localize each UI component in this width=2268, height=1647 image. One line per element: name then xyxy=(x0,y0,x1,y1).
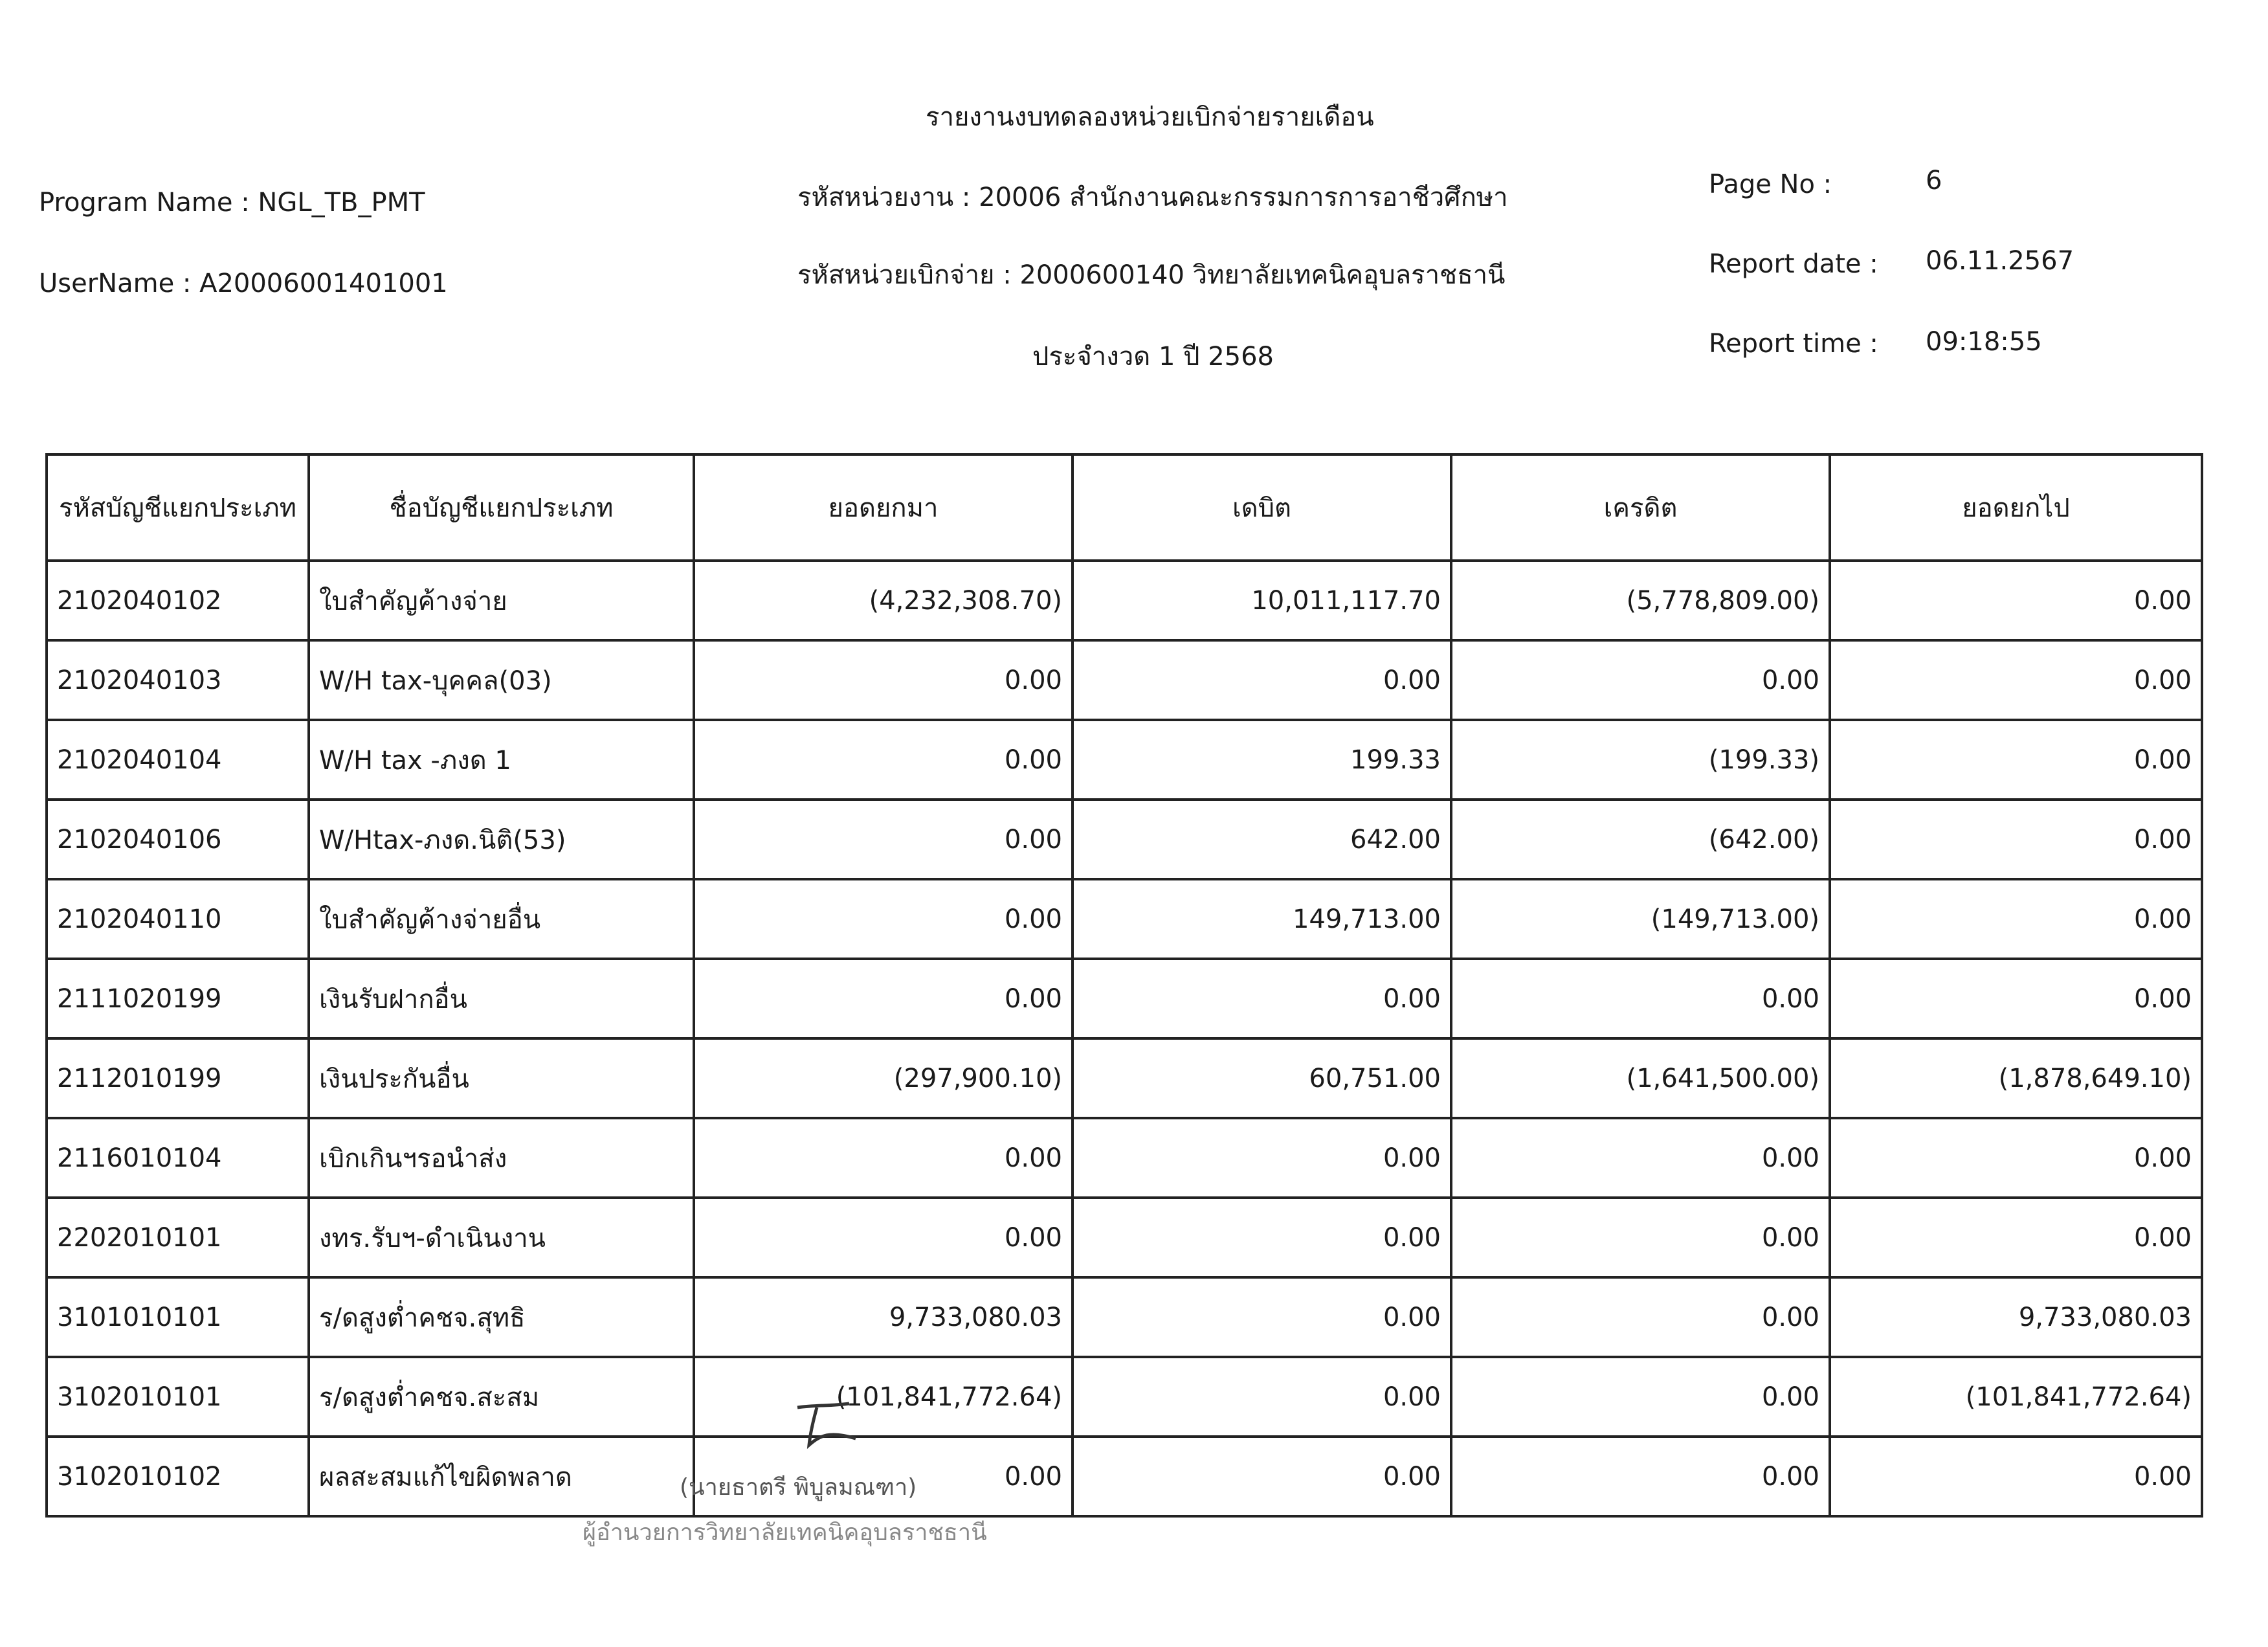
user-name: UserName : A20006001401001 xyxy=(39,269,448,298)
cell-opening-balance: 0.00 xyxy=(694,1198,1073,1277)
signature-initial xyxy=(791,1400,862,1462)
cell-account-code: 2102040110 xyxy=(47,879,309,959)
report-date-label: Report date : xyxy=(1709,249,1878,279)
cell-account-name: ผลสะสมแก้ไขผิดพลาด xyxy=(309,1437,694,1516)
report-time-value: 09:18:55 xyxy=(1926,327,2042,357)
disbursing-unit-line: รหัสหน่วยเบิกจ่าย : 2000600140 วิทยาลัยเทคนิคอุบลราชธานี xyxy=(797,260,1506,290)
agency-line: รหัสหน่วยงาน : 20006 สำนักงานคณะกรรมการการอาชีวศึกษา xyxy=(797,183,1508,212)
cell-debit: 0.00 xyxy=(1073,1437,1451,1516)
table-row xyxy=(47,800,2202,879)
cell-account-code: 3101010101 xyxy=(47,1277,309,1357)
cell-credit: (149,713.00) xyxy=(1451,879,1830,959)
cell-debit: 60,751.00 xyxy=(1073,1038,1451,1118)
cell-opening-balance: 0.00 xyxy=(694,640,1073,720)
cell-debit: 0.00 xyxy=(1073,1357,1451,1437)
cell-account-name: ร/ดสูงต่ำคชจ.สุทธิ xyxy=(309,1277,694,1357)
table-row xyxy=(47,720,2202,800)
cell-debit: 642.00 xyxy=(1073,800,1451,879)
cell-debit: 0.00 xyxy=(1073,640,1451,720)
signer-name: (นายธาตรี พิบูลมณฑา) xyxy=(680,1474,917,1501)
cell-debit: 0.00 xyxy=(1073,1198,1451,1277)
cell-credit: (642.00) xyxy=(1451,800,1830,879)
cell-account-name: ใบสำคัญค้างจ่ายอื่น xyxy=(309,879,694,959)
cell-opening-balance: (101,841,772.64) xyxy=(694,1357,1073,1437)
cell-credit: 0.00 xyxy=(1451,1277,1830,1357)
cell-closing-balance: 0.00 xyxy=(1830,879,2202,959)
cell-opening-balance: 9,733,080.03 xyxy=(694,1277,1073,1357)
cell-account-code: 2116010104 xyxy=(47,1118,309,1198)
cell-closing-balance: 0.00 xyxy=(1830,720,2202,800)
cell-credit: 0.00 xyxy=(1451,1118,1830,1198)
cell-account-name: W/H tax -ภงด 1 xyxy=(309,720,694,800)
header-closing-balance: ยอดยกไป xyxy=(1830,454,2202,561)
program-name: Program Name : NGL_TB_PMT xyxy=(39,188,425,218)
cell-debit: 149,713.00 xyxy=(1073,879,1451,959)
cell-closing-balance: (101,841,772.64) xyxy=(1830,1357,2202,1437)
table-row xyxy=(47,1437,2202,1516)
cell-closing-balance: 0.00 xyxy=(1830,640,2202,720)
cell-opening-balance: 0.00 xyxy=(694,800,1073,879)
cell-credit: 0.00 xyxy=(1451,1198,1830,1277)
table-header-row xyxy=(47,454,2202,561)
report-title: รายงานงบทดลองหน่วยเบิกจ่ายรายเดือน xyxy=(926,102,1374,132)
cell-opening-balance: 0.00 xyxy=(694,720,1073,800)
header-opening-balance: ยอดยกมา xyxy=(694,454,1073,561)
cell-closing-balance: 0.00 xyxy=(1830,959,2202,1038)
table-row xyxy=(47,959,2202,1038)
report-time-label: Report time : xyxy=(1709,329,1878,359)
cell-debit: 10,011,117.70 xyxy=(1073,561,1451,640)
cell-opening-balance: 0.00 xyxy=(694,879,1073,959)
table-body xyxy=(47,561,2202,1516)
table-row xyxy=(47,561,2202,640)
table-row xyxy=(47,1198,2202,1277)
cell-account-code: 2111020199 xyxy=(47,959,309,1038)
header-account-code: รหัสบัญชีแยกประเภท xyxy=(47,454,309,561)
table-row xyxy=(47,879,2202,959)
page-no-value: 6 xyxy=(1926,166,1942,196)
cell-closing-balance: (1,878,649.10) xyxy=(1830,1038,2202,1118)
cell-account-code: 2112010199 xyxy=(47,1038,309,1118)
cell-debit: 0.00 xyxy=(1073,959,1451,1038)
cell-opening-balance: (4,232,308.70) xyxy=(694,561,1073,640)
report-date-value: 06.11.2567 xyxy=(1926,246,2074,276)
cell-closing-balance: 0.00 xyxy=(1830,561,2202,640)
cell-closing-balance: 0.00 xyxy=(1830,1118,2202,1198)
cell-closing-balance: 0.00 xyxy=(1830,1437,2202,1516)
cell-opening-balance: (297,900.10) xyxy=(694,1038,1073,1118)
cell-account-code: 2102040106 xyxy=(47,800,309,879)
cell-opening-balance: 0.00 xyxy=(694,1118,1073,1198)
cell-account-code: 2202010101 xyxy=(47,1198,309,1277)
cell-credit: 0.00 xyxy=(1451,1357,1830,1437)
header-debit: เดบิต xyxy=(1073,454,1451,561)
cell-credit: (1,641,500.00) xyxy=(1451,1038,1830,1118)
cell-closing-balance: 0.00 xyxy=(1830,800,2202,879)
cell-account-name: เบิกเกินฯรอนำส่ง xyxy=(309,1118,694,1198)
cell-account-name: ร/ดสูงต่ำคชจ.สะสม xyxy=(309,1357,694,1437)
cell-account-code: 2102040102 xyxy=(47,561,309,640)
cell-credit: 0.00 xyxy=(1451,640,1830,720)
handwritten-initial-mark xyxy=(791,1400,862,1451)
cell-account-code: 2102040104 xyxy=(47,720,309,800)
header-credit: เครดิต xyxy=(1451,454,1830,561)
cell-account-name: เงินประกันอื่น xyxy=(309,1038,694,1118)
signer-title: ผู้อำนวยการวิทยาลัยเทคนิคอุบลราชธานี xyxy=(583,1519,987,1546)
cell-account-name: W/Htax-ภงด.นิติ(53) xyxy=(309,800,694,879)
cell-account-name: เงินรับฝากอื่น xyxy=(309,959,694,1038)
cell-closing-balance: 0.00 xyxy=(1830,1198,2202,1277)
cell-closing-balance: 9,733,080.03 xyxy=(1830,1277,2202,1357)
cell-account-code: 2102040103 xyxy=(47,640,309,720)
cell-credit: 0.00 xyxy=(1451,1437,1830,1516)
cell-opening-balance: 0.00 xyxy=(694,959,1073,1038)
table-row xyxy=(47,1277,2202,1357)
cell-account-name: งทร.รับฯ-ดำเนินงาน xyxy=(309,1198,694,1277)
table-row xyxy=(47,640,2202,720)
cell-debit: 0.00 xyxy=(1073,1277,1451,1357)
cell-account-code: 3102010102 xyxy=(47,1437,309,1516)
header-account-name: ชื่อบัญชีแยกประเภท xyxy=(309,454,694,561)
cell-credit: (5,778,809.00) xyxy=(1451,561,1830,640)
cell-opening-balance: 0.00 xyxy=(694,1437,1073,1516)
table-row xyxy=(47,1118,2202,1198)
table-row xyxy=(47,1038,2202,1118)
cell-credit: (199.33) xyxy=(1451,720,1830,800)
cell-account-code: 3102010101 xyxy=(47,1357,309,1437)
cell-account-name: ใบสำคัญค้างจ่าย xyxy=(309,561,694,640)
cell-credit: 0.00 xyxy=(1451,959,1830,1038)
period-line: ประจำงวด 1 ปี 2568 xyxy=(1032,342,1274,372)
cell-debit: 199.33 xyxy=(1073,720,1451,800)
page-no-label: Page No : xyxy=(1709,170,1832,199)
cell-account-name: W/H tax-บุคคล(03) xyxy=(309,640,694,720)
table-row xyxy=(47,1357,2202,1437)
cell-debit: 0.00 xyxy=(1073,1118,1451,1198)
trial-balance-table xyxy=(45,453,2203,1518)
